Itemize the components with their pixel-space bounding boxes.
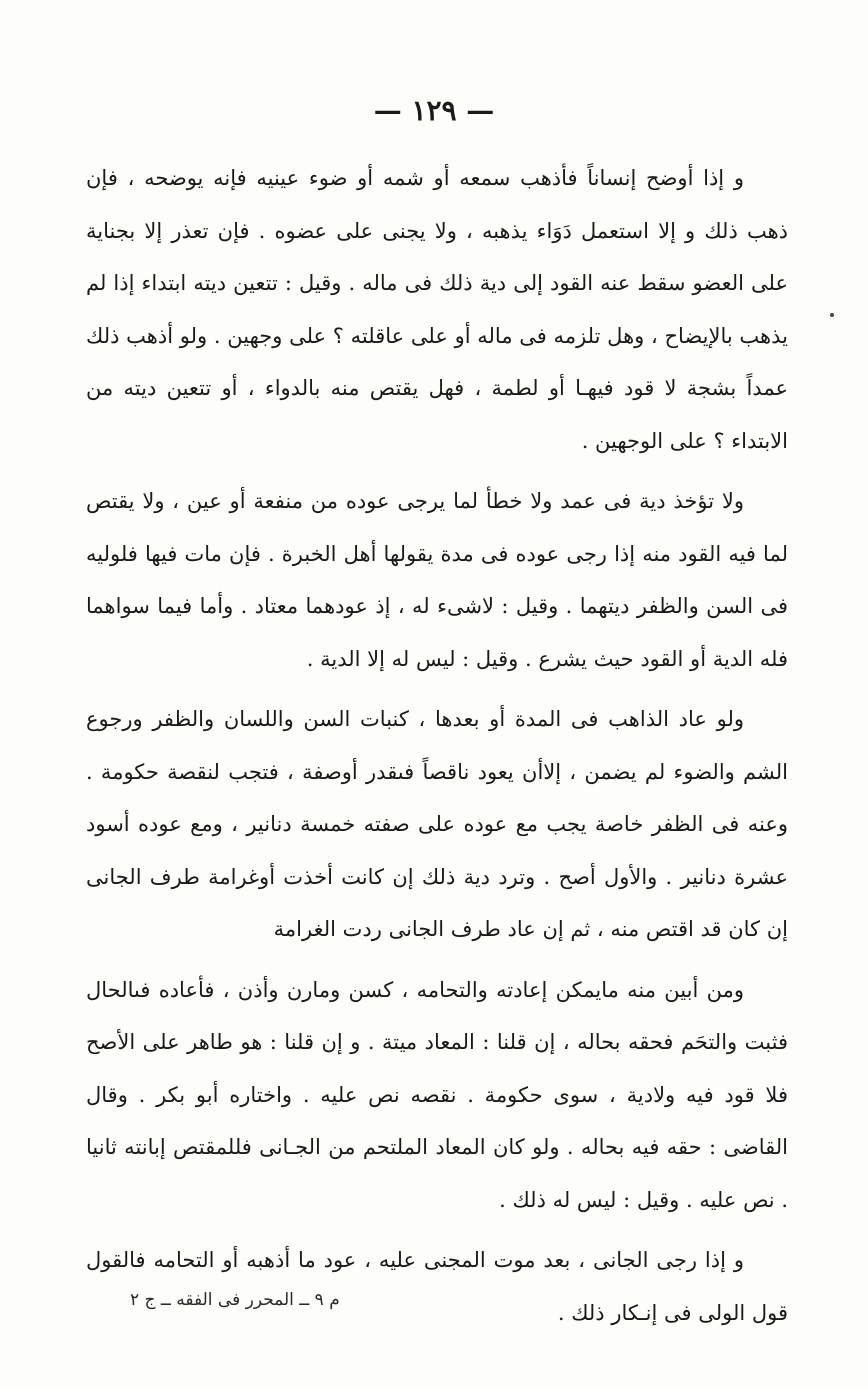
page-number: — ١٢٩ — bbox=[373, 94, 495, 127]
paragraph-5: و إذا رجى الجانى ، بعد موت المجنى عليه ، عود ما أذهبه أو التحامه فالقول قول الولى فى إنـكار ذلك . bbox=[86, 1248, 788, 1325]
paragraph-4: ومن أبين منه مايمكن إعادته والتحامه ، كسن ومارن وأذن ، فأعاده فىالحال فثبت والتحَم فحقه بحاله ، إن قلنا : المعاد ميتة . و إن قلنا : هو طاهر على الأصح فلا قود فيه ولادية ، سوى حكومة . نقصه نص عليه . واختاره أبو بكر . وقال القاضى : حقه فيه بحاله . ولو كان المعاد الملتحم من الجـانى فللمقتص إبانته ثانيا . نص عليه . وقيل : ليس له ذلك . bbox=[86, 977, 788, 1212]
paragraph-3: ولو عاد الذاهب فى المدة أو بعدها ، كنبات السن واللسان والظفر ورجوع الشم والضوء لم يضمن ، إلاأن يعود ناقصاً فىقدر أوصفة ، فتجب لنقصة حكومة . وعنه فى الظفر خاصة يجب مع عوده على صفته خمسة دنانير ، ومع عوده أسود عشرة دنانير . والأول أصح . وترد دية ذلك إن كانت أخذت أوغرامة طرف الجانى إن كان قد اقتص منه ، ثم إن عاد طرف الجانى ردت الغرامة bbox=[86, 707, 788, 941]
page-body bbox=[86, 152, 788, 1347]
footer-signature: م ٩ ــ المحرر فى الفقه ــ ج ٢ bbox=[130, 1290, 340, 1310]
paragraph-2: ولا تؤخذ دية فى عمد ولا خطأ لما يرجى عوده من منفعة أو عين ، ولا يقتص لما فيه القود منه إذا رجى عوده فى مدة يقولها أهل الخبرة . فإن مات فيها فلوليه فى السن والظفر ديتهما . وقيل : لاشىء له ، إذ عودهما معتاد . وأما فيما سواهما فله الدية أو القود حيث يشرع . وقيل : ليس له إلا الدية . bbox=[86, 489, 788, 671]
paragraph-1: و إذا أوضح إنساناً فأذهب سمعه أو شمه أو ضوء عينيه فإنه يوضحه ، فإن ذهب ذلك و إلا استعمل دَوَاء يذهبه ، ولا يجنى على عضوه . فإن تعذر إلا بجناية على العضو سقط عنه القود إلى دية ذلك فى ماله . وقيل : تتعين ديته ابتداء إذا لم يذهب بالإيضاح ، وهل تلزمه فى ماله أو على عاقلته ؟ على وجهين . ولو أذهب ذلك عمداً بشجة لا قود فيهـا أو لطمة ، فهل يقتص منه بالدواء ، أو تتعين ديته من الابتداء ؟ على الوجهين . bbox=[86, 166, 788, 453]
ink-speck bbox=[830, 313, 834, 317]
